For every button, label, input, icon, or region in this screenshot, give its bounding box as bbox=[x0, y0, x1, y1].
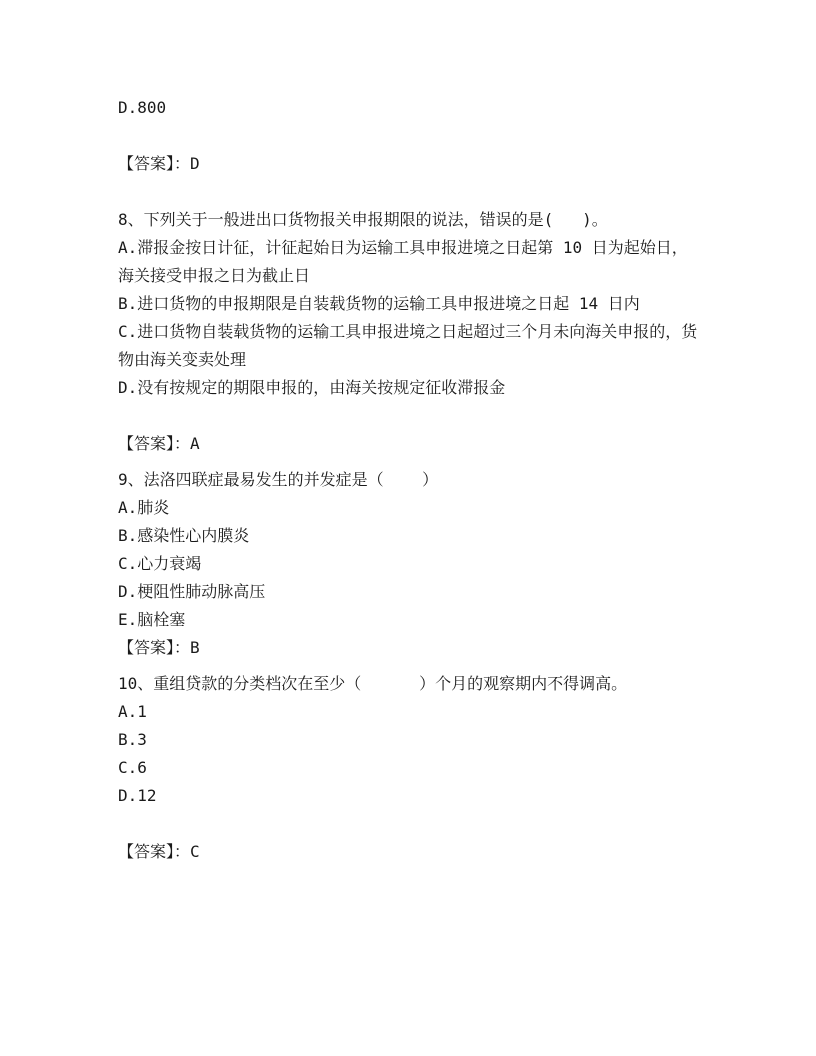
q10-option-c: C.6 bbox=[118, 758, 147, 777]
q8-stem: 8、下列关于一般进出口货物报关申报期限的说法，错误的是( )。 bbox=[118, 210, 608, 229]
q9-option-e: E.脑栓塞 bbox=[118, 610, 186, 629]
q8-option-d: D.没有按规定的期限申报的，由海关按规定征收滞报金 bbox=[118, 378, 506, 397]
q8-option-b: B.进口货物的申报期限是自装载货物的运输工具申报进境之日起 14 日内 bbox=[118, 294, 640, 313]
q10-option-d: D.12 bbox=[118, 786, 157, 805]
q9-option-a: A.肺炎 bbox=[118, 498, 170, 517]
q9-option-d: D.梗阻性肺动脉高压 bbox=[118, 582, 266, 601]
q10-option-a: A.1 bbox=[118, 702, 147, 721]
q8-option-c: C.进口货物自装载货物的运输工具申报进境之日起超过三个月未向海关申报的，货物由海关变卖处理 bbox=[118, 322, 698, 369]
prev-option-d: D.800 bbox=[118, 98, 167, 117]
q9-option-b: B.感染性心内膜炎 bbox=[118, 526, 250, 545]
q10-stem: 10、重组贷款的分类档次在至少（ ）个月的观察期内不得调高。 bbox=[118, 674, 628, 693]
question-9 bbox=[118, 466, 698, 662]
q10-answer: 【答案】：C bbox=[118, 842, 200, 861]
question-10 bbox=[118, 670, 698, 866]
exam-page bbox=[118, 94, 698, 866]
prev-answer: 【答案】：D bbox=[118, 154, 200, 173]
q8-option-a: A.滞报金按日计征，计征起始日为运输工具申报进境之日起第 10 日为起始日，海关接受申报之日为截止日 bbox=[118, 238, 688, 285]
q9-option-c: C.心力衰竭 bbox=[118, 554, 202, 573]
question-8 bbox=[118, 206, 698, 458]
q9-stem: 9、法洛四联症最易发生的并发症是（ ） bbox=[118, 470, 439, 489]
q8-answer: 【答案】：A bbox=[118, 434, 200, 453]
q9-answer: 【答案】：B bbox=[118, 638, 200, 657]
q10-option-b: B.3 bbox=[118, 730, 147, 749]
